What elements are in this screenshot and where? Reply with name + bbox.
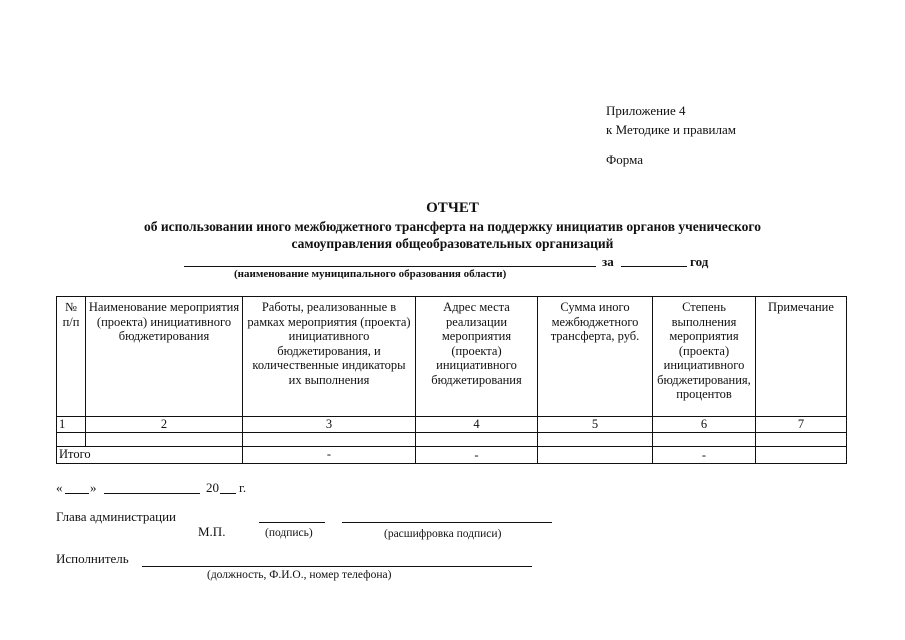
header-degree: Степень выполнения мероприятия (проекта) инициативного бюджетирования, процентов <box>653 297 756 417</box>
total-degree-dash: - <box>653 446 756 463</box>
column-number: 3 <box>243 417 416 433</box>
table-row <box>57 432 847 446</box>
date-year-text: 20 <box>206 480 219 495</box>
municipality-caption: (наименование муниципального образования области) <box>234 268 507 280</box>
day-line[interactable] <box>65 493 89 494</box>
date-year-suffix: г. <box>239 480 247 495</box>
year-line[interactable] <box>621 266 687 267</box>
column-number: 5 <box>538 417 653 433</box>
header-works: Работы, реализованные в рамках мероприятия (проекта) инициативного бюджетирования, и количественные индикаторы их выполнения <box>243 297 416 417</box>
report-table <box>56 296 847 464</box>
table-cell[interactable] <box>653 432 756 446</box>
seal-label: М.П. <box>198 524 226 539</box>
form-label: Форма <box>606 152 643 167</box>
column-number: 4 <box>416 417 538 433</box>
appendix-number: Приложение 4 <box>606 103 686 118</box>
column-number: 7 <box>756 417 847 433</box>
total-label: Итого <box>57 446 243 463</box>
executor-label: Исполнитель <box>56 551 129 566</box>
month-line[interactable] <box>104 493 200 494</box>
signature-line[interactable] <box>259 522 325 523</box>
year-digits-line[interactable] <box>220 493 236 494</box>
table-cell[interactable] <box>756 432 847 446</box>
date-quote-close: » <box>90 480 97 495</box>
column-number: 6 <box>653 417 756 433</box>
header-address: Адрес места реализации мероприятия (проекта) инициативного бюджетирования <box>416 297 538 417</box>
year-suffix: год <box>690 254 709 269</box>
header-note: Примечание <box>756 297 847 417</box>
appendix-reference: к Методике и правилам <box>606 122 736 137</box>
table-cell[interactable] <box>416 432 538 446</box>
total-works-dash: - <box>243 446 416 463</box>
executor-line[interactable] <box>142 566 532 567</box>
total-note-cell[interactable] <box>756 446 847 463</box>
signature-decode-line[interactable] <box>342 522 552 523</box>
total-address-dash: - <box>416 446 538 463</box>
appendix-block <box>606 101 736 139</box>
signature-caption: (подпись) <box>265 527 313 539</box>
subtitle-line-2: самоуправления общеобразовательных организаций <box>291 236 614 251</box>
total-amount-cell[interactable] <box>538 446 653 463</box>
table-header-row <box>57 297 847 417</box>
header-number: № п/п <box>57 297 86 417</box>
municipality-name-line[interactable] <box>184 266 596 267</box>
report-title: ОТЧЕТ <box>426 200 479 216</box>
head-of-administration-label: Глава администрации <box>56 509 177 524</box>
header-amount: Сумма иного межбюджетного трансферта, руб. <box>538 297 653 417</box>
date-quote-open: « <box>56 480 63 495</box>
column-number: 2 <box>86 417 243 433</box>
table-cell[interactable] <box>243 432 416 446</box>
table-cell[interactable] <box>57 432 86 446</box>
table-cell[interactable] <box>86 432 243 446</box>
subtitle-line-1: об использовании иного межбюджетного трансферта на поддержку инициатив органов ученического <box>144 219 761 234</box>
column-number-row <box>57 417 847 433</box>
signature-decode-caption: (расшифровка подписи) <box>384 528 502 540</box>
total-row <box>57 446 847 463</box>
column-number: 1 <box>57 417 86 433</box>
table-cell[interactable] <box>538 432 653 446</box>
report-subtitle <box>100 218 805 252</box>
year-prefix: за <box>602 254 614 269</box>
header-name: Наименование мероприятия (проекта) инициативного бюджетирования <box>86 297 243 417</box>
executor-caption: (должность, Ф.И.О., номер телефона) <box>207 569 392 581</box>
